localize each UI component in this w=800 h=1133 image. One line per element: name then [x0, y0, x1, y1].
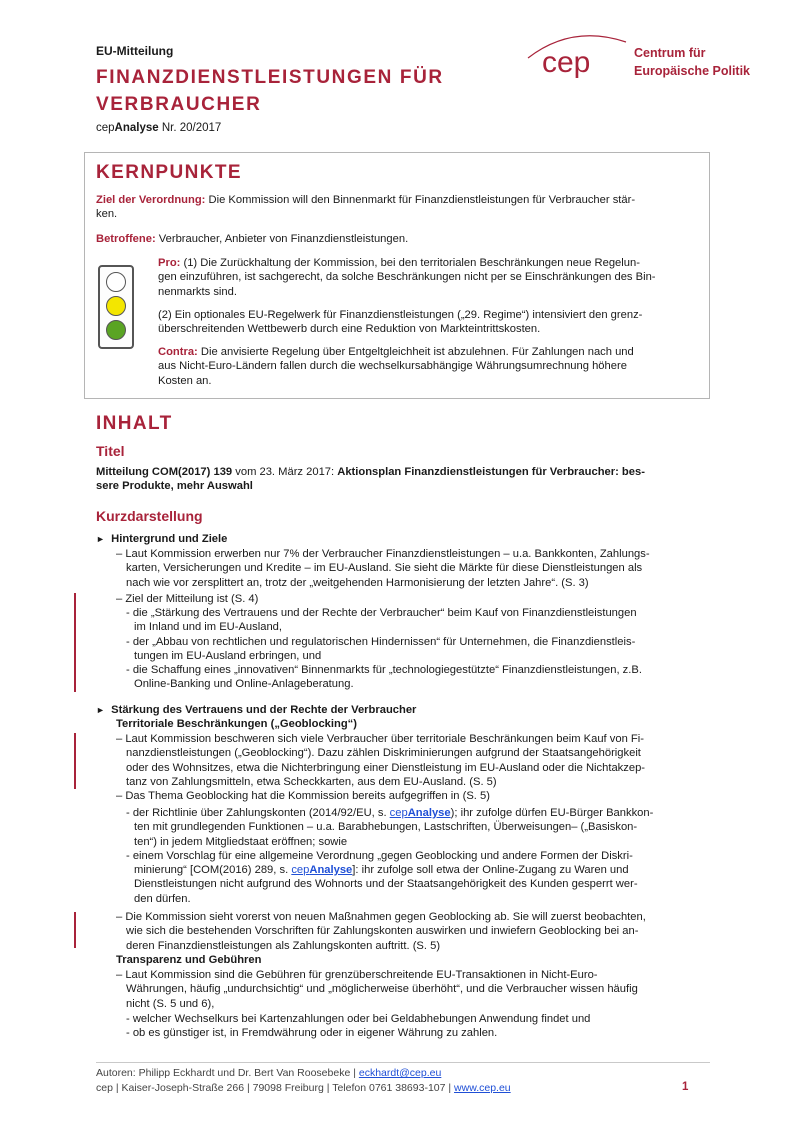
page-title [96, 64, 476, 118]
website-link[interactable]: www.cep.eu [454, 1082, 511, 1094]
text-line: - die „Stärkung des Vertrauens und der Rechte der Verbraucher“ beim Kauf von Finanzdienstleistungen [126, 607, 637, 619]
text-span: ); ihr zufolge dürfen EU-Bürger Bankkon- [450, 807, 654, 819]
link-analyse[interactable]: Analyse [309, 864, 353, 877]
link-cep[interactable]: cep [291, 864, 310, 877]
kurzdarstellung-heading: Kurzdarstellung [96, 508, 203, 524]
list-item [116, 968, 698, 1011]
bullet-triangle-icon: ► [96, 705, 105, 715]
text-line: - welcher Wechselkurs bei Kartenzahlungen oder bei Geldabhebungen Anwendung findet und [126, 1013, 591, 1025]
org-name-line-2: Europäische Politik [634, 64, 751, 78]
text-line: nach wie vor zersplittert an, trotz der „weitgehenden Harmonisierung der letzten Jahre“. (S. 3) [126, 576, 589, 589]
traffic-light-yellow-lamp [106, 296, 126, 316]
text-line: karten, Versicherungen und Kredite – im EU-Ausland. Sie sieht die Märkte für diese Dienstleistungen als [126, 562, 643, 575]
pro-paragraph-2 [158, 308, 698, 337]
link-analyse[interactable]: Analyse [407, 807, 451, 819]
cep-analyse-link[interactable] [390, 807, 451, 819]
text-line: - ob es günstiger ist, in Fremdwährung oder in eigener Währung zu zahlen. [126, 1027, 498, 1040]
text-line: Online-Banking und Online-Anlageberatung. [134, 678, 354, 691]
contra-paragraph [158, 345, 698, 388]
titel-name-1: Aktionsplan Finanzdienstleistungen für Verbraucher: bes- [337, 466, 645, 478]
titel-heading: Titel [96, 443, 125, 459]
pro1-line-2: gen einzuführen, ist sachgerecht, da solche Beschränkungen nicht per se Einschränkungen des Bin- [158, 271, 656, 284]
subsection-transparenz [116, 953, 698, 967]
subsection-geoblocking: Territoriale Beschränkungen („Geoblocking“) [116, 718, 357, 731]
email-link[interactable]: eckhardt@cep.eu [358, 1067, 442, 1079]
ziel-text-1: Die Kommission will den Binnenmarkt für Finanzdienstleistungen für Verbraucher stär- [205, 194, 636, 206]
inhalt-heading: INHALT [96, 413, 173, 434]
ziel-text-2: ken. [96, 208, 118, 221]
cep-logo [522, 32, 632, 82]
key-points-heading: KERNPUNKTE [96, 162, 242, 183]
titel-name-2: sere Produkte, mehr Auswahl [96, 480, 253, 493]
org-name-line-1: Centrum für [634, 46, 706, 60]
text-line: ten mit grundlegenden Funktionen – u.a. Barabhebungen, Lastschriften, Überweisungen– („Basiskon- [134, 821, 638, 834]
traffic-light-icon [98, 265, 134, 349]
betroffene-label: Betroffene: [96, 233, 156, 245]
pro-paragraph-1 [158, 256, 698, 299]
ref-prefix: cep [96, 122, 115, 134]
title-line-2: VERBRAUCHER [96, 94, 262, 115]
text-span: ]: ihr zufolge soll etwa der Online-Zugang zu Waren und [352, 864, 629, 877]
sub-list [126, 606, 698, 692]
sub-list [126, 1012, 698, 1041]
pro1-line-3: nenmarkts sind. [158, 285, 237, 298]
text-line: wie sich die bestehenden Vorschriften für Zahlungskonten auswirken und inwiefern Geoblocking bei an- [126, 925, 639, 938]
contra-label: Contra: [158, 346, 198, 358]
text-line: den dürfen. [134, 892, 191, 905]
text-line: tungen im EU-Ausland erbringen, und [134, 649, 322, 662]
page-number: 1 [682, 1081, 689, 1093]
text-span: minierung“ [COM(2016) 289, s. [134, 864, 292, 877]
subsection-transparenz-heading: Transparenz und Gebühren [116, 954, 262, 966]
text-line: tanz von Zahlungsmitteln, etwa Scheckkarten, aus dem EU-Ausland. (S. 5) [126, 775, 497, 788]
list-item [116, 547, 698, 590]
text-line: deren Finanzdienstleistungen als Zahlungskonten auftritt. (S. 5) [126, 939, 441, 952]
betroffene-text: Verbraucher, Anbieter von Finanzdienstleistungen. [155, 233, 409, 245]
text-line: – Laut Kommission beschweren sich viele Verbraucher über territoriale Beschränkungen beim Kauf von Fi- [116, 733, 644, 745]
text-line: – Laut Kommission erwerben nur 7% der Verbraucher Finanzdienstleistungen – u.a. Bankkonten, Zahlungs- [116, 548, 650, 560]
section-hintergrund [96, 532, 698, 546]
link-cep[interactable]: cep [389, 807, 408, 819]
logo-text: cep [542, 46, 591, 79]
text-line: Dienstleistungen nicht aufgrund des Wohnorts und der Staatsangehörigkeit des Kunden gesperrt wer- [134, 878, 638, 891]
text-line: oder des Wohnsitzes, etwa die Nichterbringung einer Dienstleistung im EU-Ausland oder die Nichtakzep- [126, 761, 646, 774]
titel-document-id: Mitteilung COM(2017) 139 [96, 466, 233, 478]
section-hintergrund-heading: Hintergrund und Ziele [111, 533, 228, 545]
ziel-paragraph [96, 193, 698, 222]
cep-analyse-link[interactable] [291, 864, 352, 876]
titel-text [96, 465, 698, 494]
org-name [634, 44, 750, 80]
margin-marker [74, 733, 76, 789]
traffic-light-empty-lamp [106, 272, 126, 292]
titel-date: vom 23. März 2017: [232, 466, 338, 478]
pro2-line-2: überschreitenden Wettbewerb durch eine Reduktion von Markteintrittskosten. [158, 323, 541, 336]
bullet-triangle-icon: ► [96, 534, 105, 544]
list-item [116, 592, 698, 606]
list-item [116, 910, 698, 953]
text-line: - einem Vorschlag für eine allgemeine Verordnung „gegen Geoblocking und andere Formen der Diskri- [126, 849, 633, 862]
contra-line-2: aus Nicht-Euro-Ländern fallen durch die wechselkursabhängige Währungsumrechnung höhere [158, 360, 627, 373]
footer-divider [96, 1062, 710, 1063]
ziel-label: Ziel der Verordnung: [96, 194, 206, 206]
text-span: - der Richtlinie über Zahlungskonten (2014/92/EU, s. [126, 807, 390, 819]
text-line: ten“) in jedem Mitgliedstaat eröffnen; sowie [134, 835, 348, 848]
section-staerkung [96, 703, 698, 732]
footer-address-text: cep | Kaiser-Joseph-Straße 266 | 79098 Freiburg | Telefon 0761 38693-107 | [96, 1082, 455, 1094]
pro2-line-1: (2) Ein optionales EU-Regelwerk für Finanzdienstleistungen („29. Regime“) intensiviert den grenz- [158, 309, 643, 321]
text-line: im Inland und im EU-Ausland, [134, 621, 282, 634]
footer-authors-text: Autoren: Philipp Eckhardt und Dr. Bert Van Roosebeke | [96, 1067, 359, 1079]
ref-bold: Analyse [114, 122, 159, 134]
sub-list [126, 806, 698, 906]
analysis-reference [96, 122, 221, 134]
traffic-light-green-lamp [106, 320, 126, 340]
margin-marker [74, 912, 76, 948]
section-staerkung-heading: Stärkung des Vertrauens und der Rechte der Verbraucher [111, 704, 417, 716]
title-line-1: FINANZDIENSTLEISTUNGEN FÜR [96, 67, 444, 88]
text-line: nanzdienstleistungen („Geoblocking“). Dazu zählen Diskriminierungen aufgrund der Staatsangehörigkeit [126, 747, 641, 760]
text-line: - die Schaffung eines „innovativen“ Binnenmarkts für „technologiegestützte“ Finanzdienstleistungen, z.B. [126, 664, 642, 677]
text-line: Währungen, häufig „undurchsichtig“ und „möglicherweise überhöht“, und die Verbraucher wissen häufig [126, 983, 638, 996]
text-line: – Das Thema Geoblocking hat die Kommission bereits aufgegriffen in (S. 5) [116, 790, 490, 803]
text-line: – Laut Kommission sind die Gebühren für grenzüberschreitende EU-Transaktionen in Nicht-Euro- [116, 969, 598, 981]
document-type: EU-Mitteilung [96, 44, 174, 58]
footer-authors [96, 1067, 441, 1079]
list-item [116, 732, 698, 803]
text-line: – Ziel der Mitteilung ist (S. 4) [116, 593, 259, 605]
text-line: nicht (S. 5 und 6), [126, 997, 215, 1010]
text-line: - der „Abbau von rechtlichen und regulatorischen Hindernissen“ für Unternehmen, die Finanzdienstleis- [126, 635, 636, 648]
text-line: – Die Kommission sieht vorerst von neuen Maßnahmen gegen Geoblocking ab. Sie will zuerst beobachten, [116, 911, 646, 923]
footer-address [96, 1082, 511, 1094]
pro1-line-1: (1) Die Zurückhaltung der Kommission, bei den territorialen Beschränkungen neue Regelun- [180, 257, 640, 269]
pro-label: Pro: [158, 257, 181, 269]
ref-number: Nr. 20/2017 [158, 122, 222, 134]
contra-line-3: Kosten an. [158, 374, 212, 387]
margin-marker [74, 593, 76, 692]
contra-line-1: Die anvisierte Regelung über Entgeltgleichheit ist abzulehnen. Für Zahlungen nach und [197, 346, 634, 358]
betroffene-paragraph [96, 232, 698, 246]
